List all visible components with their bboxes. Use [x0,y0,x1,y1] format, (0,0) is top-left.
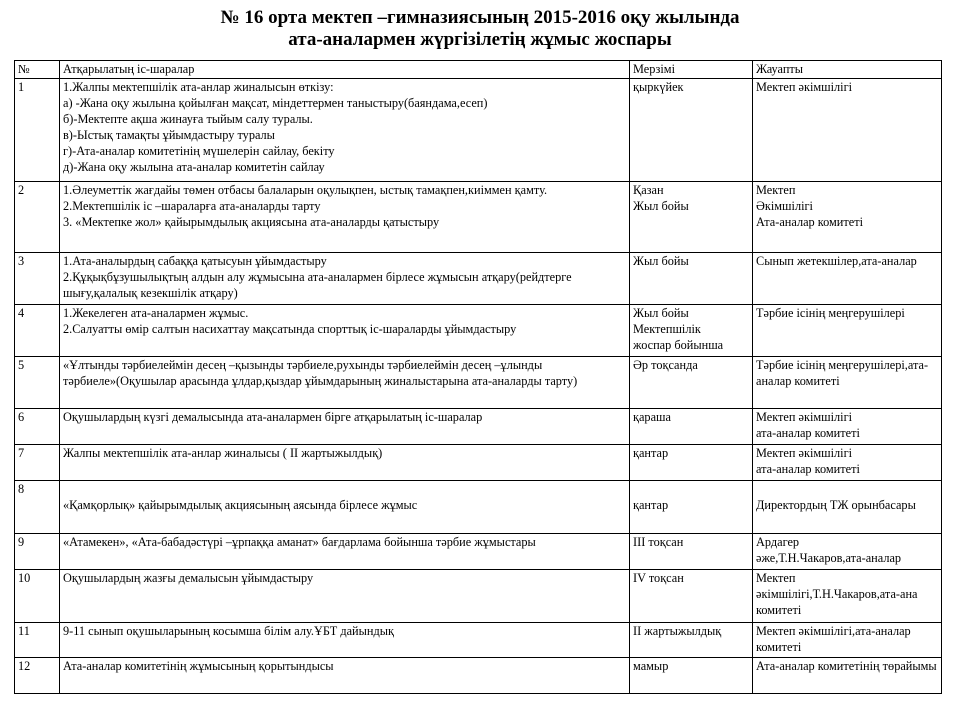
row-date [630,445,753,481]
date-line: ІІ жартыжылдық [633,624,722,638]
activity-line: б)-Мектепте ақша жинауға тыйым салу туралы. [63,112,313,126]
responsible-line: Тәрбие ісінің меңгерушілері,ата-аналар комитеті [756,358,929,388]
responsible-line: әже,Т.Н.Чакаров,ата-аналар [756,551,902,565]
row-number: 10 [15,570,60,623]
date-line: қараша [633,410,671,424]
header-activity: Атқарылатың іс-шаралар [60,61,630,79]
row-activity [60,623,630,658]
header-number: № [15,61,60,79]
row-responsible [753,570,942,623]
row-date [630,79,753,182]
row-activity [60,570,630,623]
activity-line: 9-11 сынып оқушыларының косымша білім алу.ҰБТ дайындық [63,624,394,638]
row-date [630,253,753,305]
activity-line: 1.Әлеуметтік жағдайы төмен отбасы балаларын оқулықпен, ыстық тамақпен,киіммен қамту. [63,183,548,197]
date-line: Қазан [633,183,664,197]
row-date [630,534,753,570]
row-activity [60,305,630,357]
activity-line: «Қамқорлық» қайырымдылық акциясының аясында бірлесе жұмыс [63,498,418,512]
table-row [15,445,942,481]
row-responsible [753,534,942,570]
row-responsible [753,357,942,409]
row-number: 9 [15,534,60,570]
responsible-line: Мектеп әкімшілігі,ата-аналар комитеті [756,624,911,654]
responsible-line: Мектеп әкімшілігі [756,80,853,94]
row-activity [60,481,630,534]
responsible-line: Сынып жетекшілер,ата-аналар [756,254,917,268]
activity-line: Оқушылардың жазғы демалысын ұйымдастыру [63,571,314,585]
row-activity [60,534,630,570]
spacer [756,481,939,497]
row-responsible [753,481,942,534]
row-activity [60,182,630,253]
row-responsible [753,79,942,182]
date-line: жоспар бойынша [633,338,724,352]
row-responsible [753,658,942,694]
row-responsible [753,623,942,658]
date-line: қыркүйек [633,80,684,94]
activity-line: «Атамекен», «Ата-бабадәстүрі –ұрпаққа аманат» бағдарлама бойынша тәрбие жұмыстары [63,535,536,549]
responsible-line: Ата-аналар комитетінің төрайымы [756,659,937,673]
date-line: ІV тоқсан [633,571,684,585]
table-header-row [15,61,942,79]
date-line: Жыл бойы [633,306,689,320]
title-line-2: ата-аналармен жүргізілетің жұмыс жоспары [288,29,672,50]
responsible-line: Тәрбие ісінің меңгерушілері [756,306,905,320]
row-date [630,658,753,694]
table-row [15,409,942,445]
responsible-line: Директордың ТЖ орынбасары [756,498,916,512]
title-line-1: № 16 орта мектеп –гимназиясының 2015-2016 оқу жылында [220,7,740,28]
spacer [633,481,750,497]
table-row [15,570,942,623]
responsible-line: Мектеп әкімшілігі,Т.Н.Чакаров,ата-ана комитеті [756,571,918,617]
row-number: 11 [15,623,60,658]
activity-line: д)-Жана оқу жылына ата-аналар комитетін сайлау [63,160,325,174]
table-row [15,534,942,570]
row-number: 6 [15,409,60,445]
table-row [15,357,942,409]
activity-line: 2.Салуатты өмір салтын насихаттау мақсатында спорттық іс-шараларды ұйымдастыру [63,322,517,336]
activity-line: 1.Жекелеген ата-аналармен жұмыс. [63,306,249,320]
responsible-line: Ардагер [756,535,800,549]
activity-line: 2.Мектепшілік іс –шараларға ата-аналарды тарту [63,199,321,213]
date-line: қантар [633,498,669,512]
row-number: 2 [15,182,60,253]
activity-line: 2.Құқықбұзушылықтың алдын алу жұмысына ата-аналармен бірлесе жұмысын атқару(рейдтерге шығу,қалалық кезекшілік атқару) [63,270,572,300]
row-number: 4 [15,305,60,357]
row-activity [60,658,630,694]
table-row [15,658,942,694]
row-number: 8 [15,481,60,534]
responsible-line: Мектеп әкімшілігі [756,446,853,460]
row-activity [60,409,630,445]
row-number: 12 [15,658,60,694]
date-line: Әр тоқсанда [633,358,698,372]
activity-line: «Ұлтынды тәрбиелеймін десең –қызынды тәрбиеле,рухынды тәрбиелеймін десең –ұлынды тәрбиеле»(Оқушылар арасында ұлдар,қыздар ұйымдарының жиналыстарына ата-аналарды тарту) [63,358,578,388]
table-row [15,182,942,253]
row-activity [60,445,630,481]
row-activity [60,79,630,182]
table-row [15,623,942,658]
document-title [0,0,960,51]
responsible-line: ата-аналар комитеті [756,426,860,440]
activity-line: 1.Жалпы мектепшілік ата-анлар жиналысын өткізу: [63,80,334,94]
row-date [630,305,753,357]
table-row [15,79,942,182]
date-line: Жыл бойы [633,199,689,213]
activity-line: в)-Ыстық тамақты ұйымдастыру туралы [63,128,275,142]
row-number: 7 [15,445,60,481]
row-date [630,481,753,534]
date-line: қантар [633,446,669,460]
activity-line: 1.Ата-аналырдың сабаққа қатысуын ұйымдастыру [63,254,327,268]
row-responsible [753,409,942,445]
row-responsible [753,445,942,481]
header-responsible: Жауапты [753,61,942,79]
activity-line: а) -Жана оқу жылына қойылған мақсат, міндеттермен таныстыру(баяндама,есеп) [63,96,488,110]
row-number: 5 [15,357,60,409]
responsible-line: Ата-аналар комитеті [756,215,864,229]
row-date [630,570,753,623]
work-plan-table [14,60,942,694]
row-activity [60,253,630,305]
row-date [630,409,753,445]
header-date: Мерзімі [630,61,753,79]
row-date [630,623,753,658]
row-number: 3 [15,253,60,305]
responsible-line: Әкімшілігі [756,199,813,213]
row-activity [60,357,630,409]
date-line: Жыл бойы [633,254,689,268]
row-date [630,182,753,253]
row-number: 1 [15,79,60,182]
date-line: мамыр [633,659,669,673]
table-row [15,305,942,357]
date-line: Мектепшілік [633,322,701,336]
activity-line: г)-Ата-аналар комитетінің мүшелерін сайлау, бекіту [63,144,335,158]
responsible-line: Мектеп әкімшілігі [756,410,853,424]
date-line: ІІІ тоқсан [633,535,684,549]
row-responsible [753,305,942,357]
activity-line: Оқушылардың күзгі демалысында ата-аналармен бірге атқарылатың іс-шаралар [63,410,483,424]
activity-line: Ата-аналар комитетінің жұмысының қорытындысы [63,659,334,673]
row-responsible [753,253,942,305]
row-date [630,357,753,409]
responsible-line: ата-аналар комитеті [756,462,860,476]
responsible-line: Мектеп [756,183,796,197]
spacer [63,481,627,497]
table-row [15,253,942,305]
activity-line: 3. «Мектепке жол» қайырымдылық акциясына ата-аналарды қатыстыру [63,215,440,229]
activity-line: Жалпы мектепшілік ата-анлар жиналысы ( ІІ жартыжылдық) [63,446,383,460]
table-row [15,481,942,534]
row-responsible [753,182,942,253]
